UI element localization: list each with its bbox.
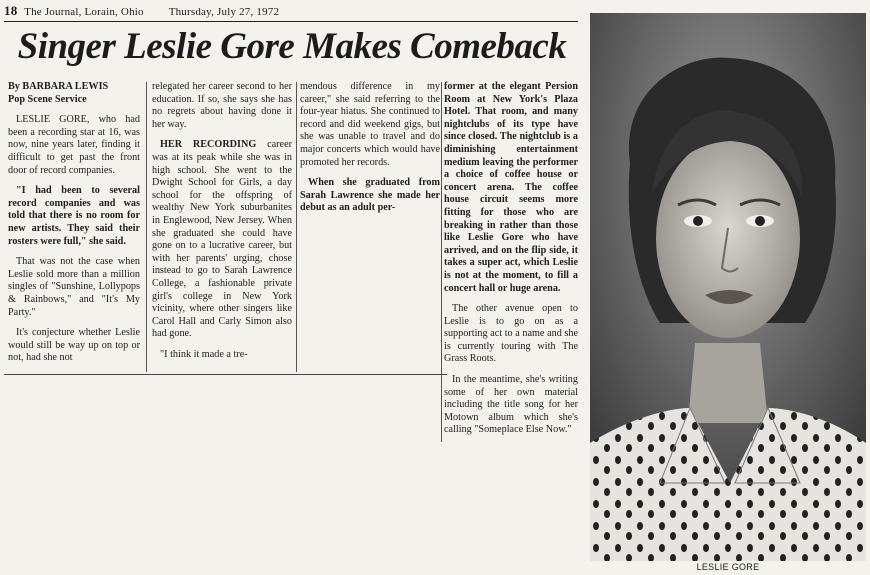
portrait-illustration	[590, 13, 866, 561]
article-column-3	[300, 81, 440, 223]
paragraph: LESLIE GORE, who had been a recording star at 16, was now, nine years later, finding it difficult to get past the front door of record companies.	[8, 114, 140, 176]
headline: Singer Leslie Gore Makes Comeback	[17, 26, 567, 67]
paragraph: In the meantime, she's writing some of her own material including the title song for her Motown album which she's calling "Someplace Else Now."	[444, 374, 578, 436]
top-rule	[4, 21, 578, 22]
bottom-rule	[4, 374, 447, 375]
column-divider	[441, 82, 442, 442]
byline	[8, 81, 140, 106]
column-divider	[146, 82, 147, 372]
paragraph	[152, 139, 292, 341]
portrait-photo	[590, 13, 866, 561]
dateline	[4, 3, 279, 19]
paragraph: It's conjecture whether Leslie would still be way up on top or not, had she not	[8, 327, 140, 364]
face-shape	[656, 138, 800, 338]
article-column-2	[152, 81, 292, 369]
paragraph-body: career was at its peak while she was in high school. She went to the Dwight School for Girls, a day school for the offspring of wealthy New York suburbanites in Englewood, New Jersey. When she graduated she could have gone on to a lucrative career, but with her parents' urging, chose instead to go to Sarah Lawrence College, a fashionable private girl's college in New York vicinity, where other singers like Carol Hall and Carly Simon also had gone.	[152, 139, 292, 340]
paragraph: The other avenue open to Leslie is to go on as a supporting act to a name and she is currently touring with The Grass Roots.	[444, 303, 578, 365]
publication-date: Thursday, July 27, 1972	[168, 6, 280, 18]
paragraph: mendous difference in my career," she said referring to the four-year hiatus. She continued to record and did weekend gigs, but she was unable to travel and do major concerts which would have promoted her records.	[300, 81, 440, 168]
byline-author: By BARBARA LEWIS	[8, 81, 109, 92]
page-number: 18	[4, 3, 18, 18]
paragraph: That was not the case when Leslie sold more than a million singles of "Sunshine, Lollypops & Rainbows," and "It's My Party."	[8, 256, 140, 318]
neck-shape	[688, 343, 768, 423]
paragraph: "I think it made a tre-	[160, 348, 248, 360]
column-divider	[296, 82, 297, 372]
paragraph: former at the elegant Persion Room at New York's Plaza Hotel. That room, and many nightclubs of its type have since closed. The nightclub is a diminishing entertainment medium leaving the performer a choice of coffee house or concert arena. The coffee house circuit seems more fitting for those who are breaking in rather than those like Leslie Gore who have arrived, and on the flip side, it takes a super act, which Leslie is not at the moment, to fill a concert hall or huge arena.	[444, 81, 578, 294]
paragraph-lead-in: HER RECORDING	[160, 139, 257, 151]
paragraph: When she graduated from Sarah Lawrence she made her debut as an adult per-	[300, 177, 440, 214]
publication-name: The Journal, Lorain, Ohio	[24, 6, 144, 18]
paragraph: relegated her career second to her education. If so, she says she has no regrets about having done it her way.	[152, 81, 292, 130]
pull-quote: "I had been to several record companies and was told that there is no room for new artists. They said their rosters were full," she said.	[8, 185, 140, 247]
article-column-1	[8, 81, 140, 373]
photo-caption: LESLIE GORE	[696, 562, 760, 572]
article-column-4	[444, 81, 578, 445]
byline-service: Pop Scene Service	[8, 93, 87, 105]
